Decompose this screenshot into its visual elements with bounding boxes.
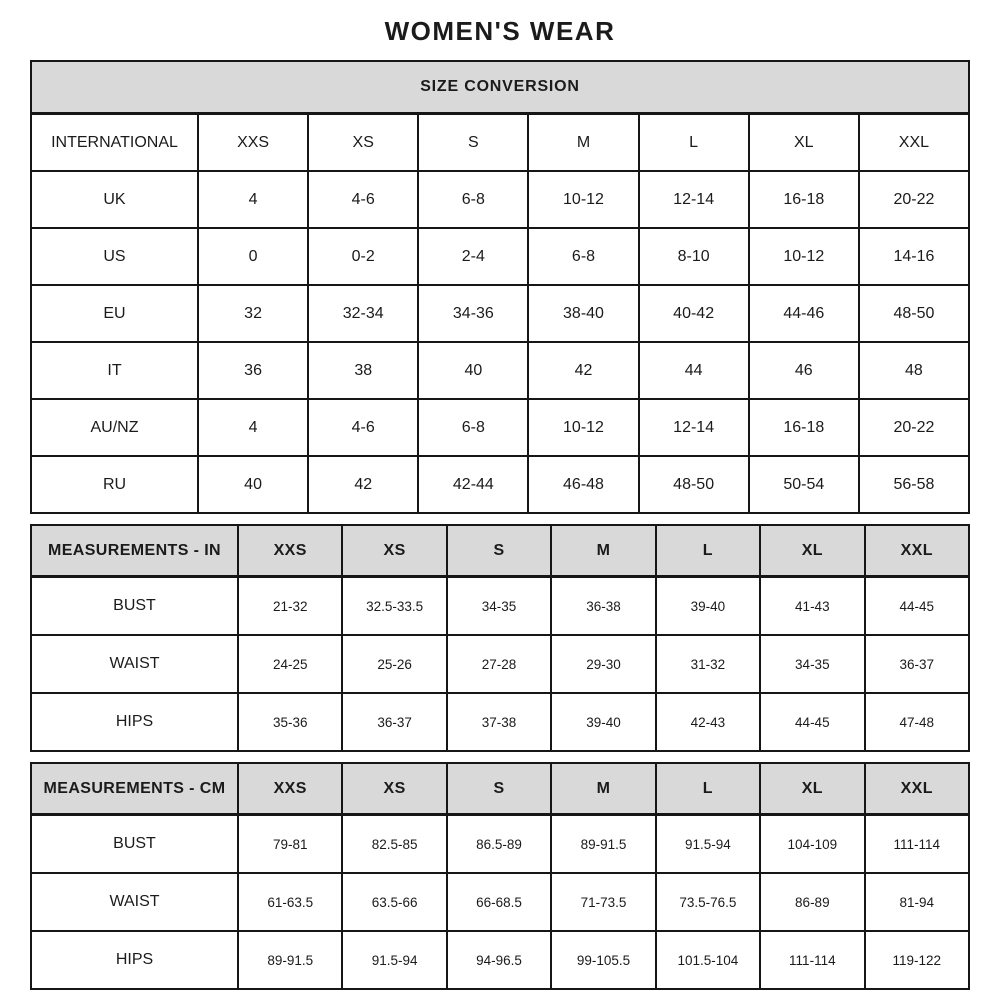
value-cell: 37-38	[447, 693, 551, 751]
value-cell: 2-4	[418, 228, 528, 285]
value-cell: 82.5-85	[342, 815, 446, 874]
value-cell: 34-35	[447, 577, 551, 636]
value-cell: 34-36	[418, 285, 528, 342]
value-cell: 4-6	[308, 171, 418, 228]
value-cell: 42	[528, 342, 638, 399]
value-cell: 61-63.5	[238, 873, 342, 931]
row-label-cell: IT	[31, 342, 198, 399]
value-cell: 16-18	[749, 171, 859, 228]
table-title-row	[31, 61, 969, 114]
value-cell: 39-40	[551, 693, 655, 751]
value-cell: 4-6	[308, 399, 418, 456]
value-cell: 27-28	[447, 635, 551, 693]
row-label-cell: RU	[31, 456, 198, 513]
size-chart-page	[0, 16, 1000, 990]
size-header-cell: XS	[342, 525, 446, 577]
value-cell: 44-45	[760, 693, 864, 751]
size-header-cell: S	[447, 763, 551, 815]
size-conversion-body	[31, 61, 969, 513]
size-header-cell: S	[447, 525, 551, 577]
row-label-cell: BUST	[31, 577, 238, 636]
table-row	[31, 873, 969, 931]
value-cell: 29-30	[551, 635, 655, 693]
size-conversion-table	[30, 60, 970, 514]
value-cell: 119-122	[865, 931, 969, 989]
value-cell: 44-46	[749, 285, 859, 342]
value-cell: 101.5-104	[656, 931, 760, 989]
value-cell: 36-37	[865, 635, 969, 693]
value-cell: 36-37	[342, 693, 446, 751]
value-cell: 12-14	[639, 399, 749, 456]
table-row	[31, 931, 969, 989]
value-cell: 4	[198, 399, 308, 456]
row-label-cell: EU	[31, 285, 198, 342]
value-cell: 20-22	[859, 399, 969, 456]
table-row	[31, 815, 969, 874]
value-cell: 21-32	[238, 577, 342, 636]
value-cell: 10-12	[528, 399, 638, 456]
row-label-cell: US	[31, 228, 198, 285]
row-label-cell: HIPS	[31, 693, 238, 751]
value-cell: 91.5-94	[342, 931, 446, 989]
table-row	[31, 456, 969, 513]
value-cell: 16-18	[749, 399, 859, 456]
value-cell: 46	[749, 342, 859, 399]
value-cell: 63.5-66	[342, 873, 446, 931]
size-header-cell: XS	[342, 763, 446, 815]
value-cell: 89-91.5	[238, 931, 342, 989]
value-cell: 66-68.5	[447, 873, 551, 931]
value-cell: 32.5-33.5	[342, 577, 446, 636]
size-header-cell: XXL	[865, 763, 969, 815]
table-row	[31, 285, 969, 342]
value-cell: 94-96.5	[447, 931, 551, 989]
value-cell: 34-35	[760, 635, 864, 693]
size-header-cell: XL	[760, 525, 864, 577]
value-cell: 89-91.5	[551, 815, 655, 874]
size-header-cell: L	[656, 525, 760, 577]
table-row	[31, 171, 969, 228]
size-header-row	[31, 763, 969, 815]
size-header-cell: XXS	[198, 114, 308, 172]
table-title-cell: MEASUREMENTS - IN	[31, 525, 238, 577]
value-cell: 6-8	[418, 399, 528, 456]
value-cell: 0	[198, 228, 308, 285]
value-cell: 40-42	[639, 285, 749, 342]
value-cell: 50-54	[749, 456, 859, 513]
value-cell: 44	[639, 342, 749, 399]
size-header-row	[31, 525, 969, 577]
value-cell: 38-40	[528, 285, 638, 342]
size-header-cell: XXL	[859, 114, 969, 172]
value-cell: 14-16	[859, 228, 969, 285]
value-cell: 48-50	[859, 285, 969, 342]
page-title: WOMEN'S WEAR	[384, 16, 616, 46]
measurements-cm-table	[30, 762, 970, 990]
value-cell: 46-48	[528, 456, 638, 513]
value-cell: 6-8	[528, 228, 638, 285]
size-header-cell: L	[639, 114, 749, 172]
measurements-cm-body	[31, 763, 969, 989]
table-row	[31, 228, 969, 285]
value-cell: 48-50	[639, 456, 749, 513]
value-cell: 35-36	[238, 693, 342, 751]
value-cell: 36	[198, 342, 308, 399]
value-cell: 73.5-76.5	[656, 873, 760, 931]
table-row	[31, 635, 969, 693]
size-header-cell: M	[551, 525, 655, 577]
value-cell: 81-94	[865, 873, 969, 931]
value-cell: 42-44	[418, 456, 528, 513]
row-label-cell: AU/NZ	[31, 399, 198, 456]
row-label-cell: WAIST	[31, 873, 238, 931]
value-cell: 111-114	[760, 931, 864, 989]
value-cell: 41-43	[760, 577, 864, 636]
value-cell: 31-32	[656, 635, 760, 693]
value-cell: 24-25	[238, 635, 342, 693]
size-header-row	[31, 114, 969, 172]
value-cell: 25-26	[342, 635, 446, 693]
table-row	[31, 693, 969, 751]
value-cell: 86-89	[760, 873, 864, 931]
size-header-cell: M	[528, 114, 638, 172]
value-cell: 86.5-89	[447, 815, 551, 874]
value-cell: 42-43	[656, 693, 760, 751]
value-cell: 36-38	[551, 577, 655, 636]
size-header-cell: S	[418, 114, 528, 172]
value-cell: 4	[198, 171, 308, 228]
table-row	[31, 342, 969, 399]
size-header-cell: XS	[308, 114, 418, 172]
value-cell: 47-48	[865, 693, 969, 751]
value-cell: 10-12	[749, 228, 859, 285]
value-cell: 10-12	[528, 171, 638, 228]
size-header-cell: XL	[749, 114, 859, 172]
value-cell: 20-22	[859, 171, 969, 228]
value-cell: 40	[198, 456, 308, 513]
value-cell: 79-81	[238, 815, 342, 874]
size-header-cell: XXS	[238, 763, 342, 815]
row-label-cell: UK	[31, 171, 198, 228]
table-title-cell: MEASUREMENTS - CM	[31, 763, 238, 815]
value-cell: 8-10	[639, 228, 749, 285]
value-cell: 12-14	[639, 171, 749, 228]
measurements-in-body	[31, 525, 969, 751]
row-label-cell: HIPS	[31, 931, 238, 989]
value-cell: 42	[308, 456, 418, 513]
row-label-cell: BUST	[31, 815, 238, 874]
table-row	[31, 399, 969, 456]
value-cell: 32	[198, 285, 308, 342]
value-cell: 32-34	[308, 285, 418, 342]
size-header-cell: XXS	[238, 525, 342, 577]
value-cell: 39-40	[656, 577, 760, 636]
value-cell: 56-58	[859, 456, 969, 513]
value-cell: 104-109	[760, 815, 864, 874]
value-cell: 44-45	[865, 577, 969, 636]
value-cell: 38	[308, 342, 418, 399]
value-cell: 0-2	[308, 228, 418, 285]
measurements-in-table	[30, 524, 970, 752]
value-cell: 99-105.5	[551, 931, 655, 989]
value-cell: 91.5-94	[656, 815, 760, 874]
row-label-cell: WAIST	[31, 635, 238, 693]
value-cell: 40	[418, 342, 528, 399]
row-label-cell: INTERNATIONAL	[31, 114, 198, 172]
size-header-cell: XL	[760, 763, 864, 815]
size-header-cell: M	[551, 763, 655, 815]
size-header-cell: L	[656, 763, 760, 815]
value-cell: 6-8	[418, 171, 528, 228]
value-cell: 48	[859, 342, 969, 399]
table-row	[31, 577, 969, 636]
table-title-cell: SIZE CONVERSION	[31, 61, 969, 114]
size-header-cell: XXL	[865, 525, 969, 577]
value-cell: 111-114	[865, 815, 969, 874]
value-cell: 71-73.5	[551, 873, 655, 931]
